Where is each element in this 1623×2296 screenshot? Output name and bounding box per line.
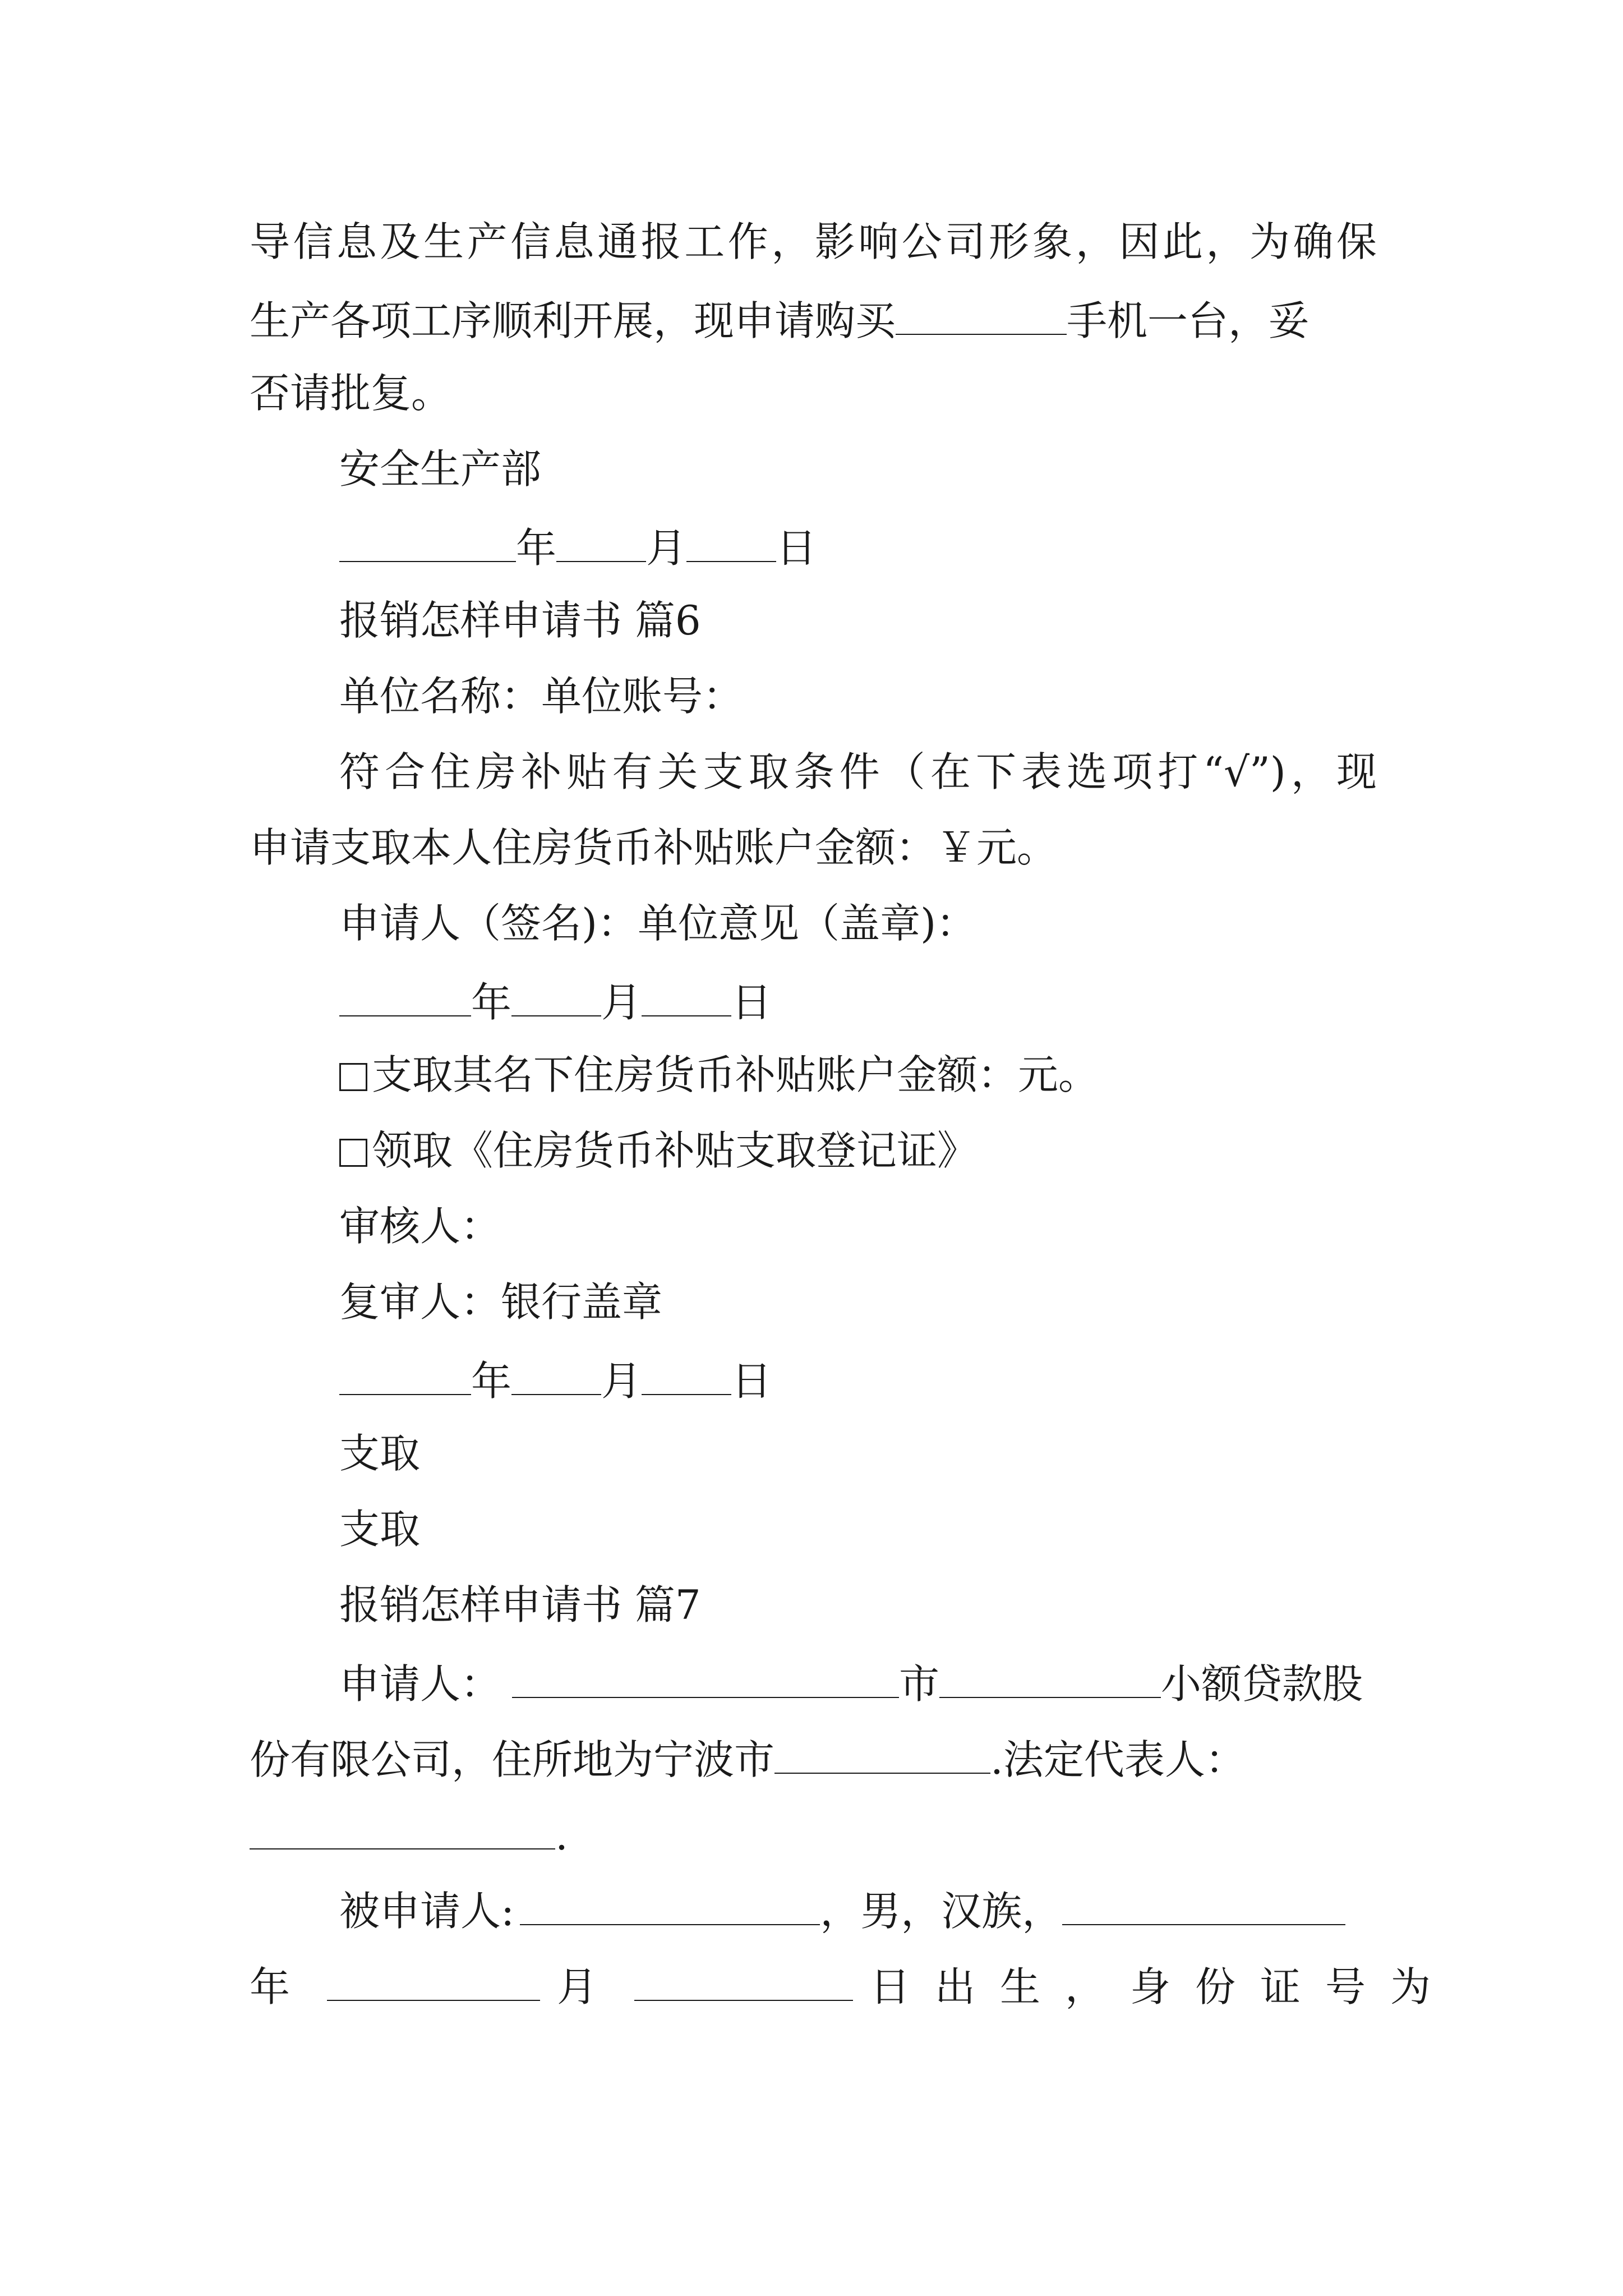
text: ，男，汉族， [820,1887,1063,1935]
paragraph-line [250,297,1310,344]
text: 月 [601,978,642,1026]
blank-field [1062,1888,1345,1925]
paragraph-line: 导信息及生产信息通报工作，影响公司形象，因此，为确保 [250,218,1377,265]
option-line [339,1127,978,1174]
blank-field [896,297,1067,335]
department-name: 安全生产部 [339,445,542,493]
text: 生产各项工序顺利开展，现申请购买 [250,297,896,344]
text: 年 [471,1357,512,1405]
respondent-line [339,1887,1345,1935]
date-line [339,978,772,1026]
text: 市 [899,1660,940,1708]
rereviewer-line: 复审人：银行盖章 [339,1278,663,1326]
blank-field [520,1888,820,1925]
text: 日 [731,1357,772,1405]
text: 领取《住房货币补贴支取登记证》 [372,1127,978,1174]
blank-field [250,1812,555,1849]
applicant-line [250,1811,568,1859]
section-heading: 报销怎样申请书 篇7 [339,1581,701,1628]
text: 月 [646,524,687,572]
text: 月 [557,1963,612,2010]
blank-field [642,979,731,1016]
paragraph-line: 支取 [339,1506,421,1553]
applicant-line [339,1660,1363,1708]
date-line [339,1357,772,1405]
text: 被申请人: [339,1887,515,1935]
blank-field [339,1358,471,1395]
blank-field [939,1660,1161,1698]
text: 日 [776,524,817,572]
blank-field [686,524,776,562]
blank-field [556,524,646,562]
text: 年 [516,524,557,572]
checkbox-icon [339,1063,367,1091]
signature-line: 申请人（签名)：单位意见（盖章)： [339,900,977,947]
text: 小额贷款股 [1161,1660,1363,1708]
respondent-line [250,1963,1456,2010]
text: 份有限公司，住所地为宁波市 [250,1736,775,1783]
blank-field [339,524,516,562]
text: 申请人： [339,1660,501,1708]
blank-field [642,1358,731,1395]
reviewer-line: 审核人： [339,1203,501,1250]
text: 支取其名下住房货币补贴账户金额：元。 [372,1051,1099,1098]
date-line [339,524,817,572]
text: . [555,1811,568,1859]
paragraph-line: 单位名称：单位账号： [339,673,744,720]
blank-field [774,1736,990,1774]
text: 年 [250,1963,305,2010]
text: 日 [731,978,772,1026]
option-line [339,1051,1099,1098]
text: 月 [601,1357,642,1405]
text: 手机一台，妥 [1067,297,1310,344]
section-heading: 报销怎样申请书 篇6 [339,597,701,644]
text: .法定代表人： [990,1736,1246,1783]
blank-field [511,1358,601,1395]
applicant-line [250,1736,1246,1783]
checkbox-icon [339,1139,367,1167]
blank-field [339,979,471,1016]
paragraph-line: 符合住房补贴有关支取条件（在下表选项打“√”)，现 [339,748,1377,795]
text: 日出生，身份证号为 [870,1963,1456,2010]
blank-field [634,1963,853,2001]
paragraph-line: 支取 [339,1430,421,1477]
paragraph-line: 申请支取本人住房货币补贴账户金额：￥元。 [250,824,1058,871]
paragraph-line: 否请批复。 [250,370,452,417]
blank-field [327,1963,540,2001]
blank-field [512,1660,899,1698]
blank-field [511,979,601,1016]
text: 年 [471,978,512,1026]
